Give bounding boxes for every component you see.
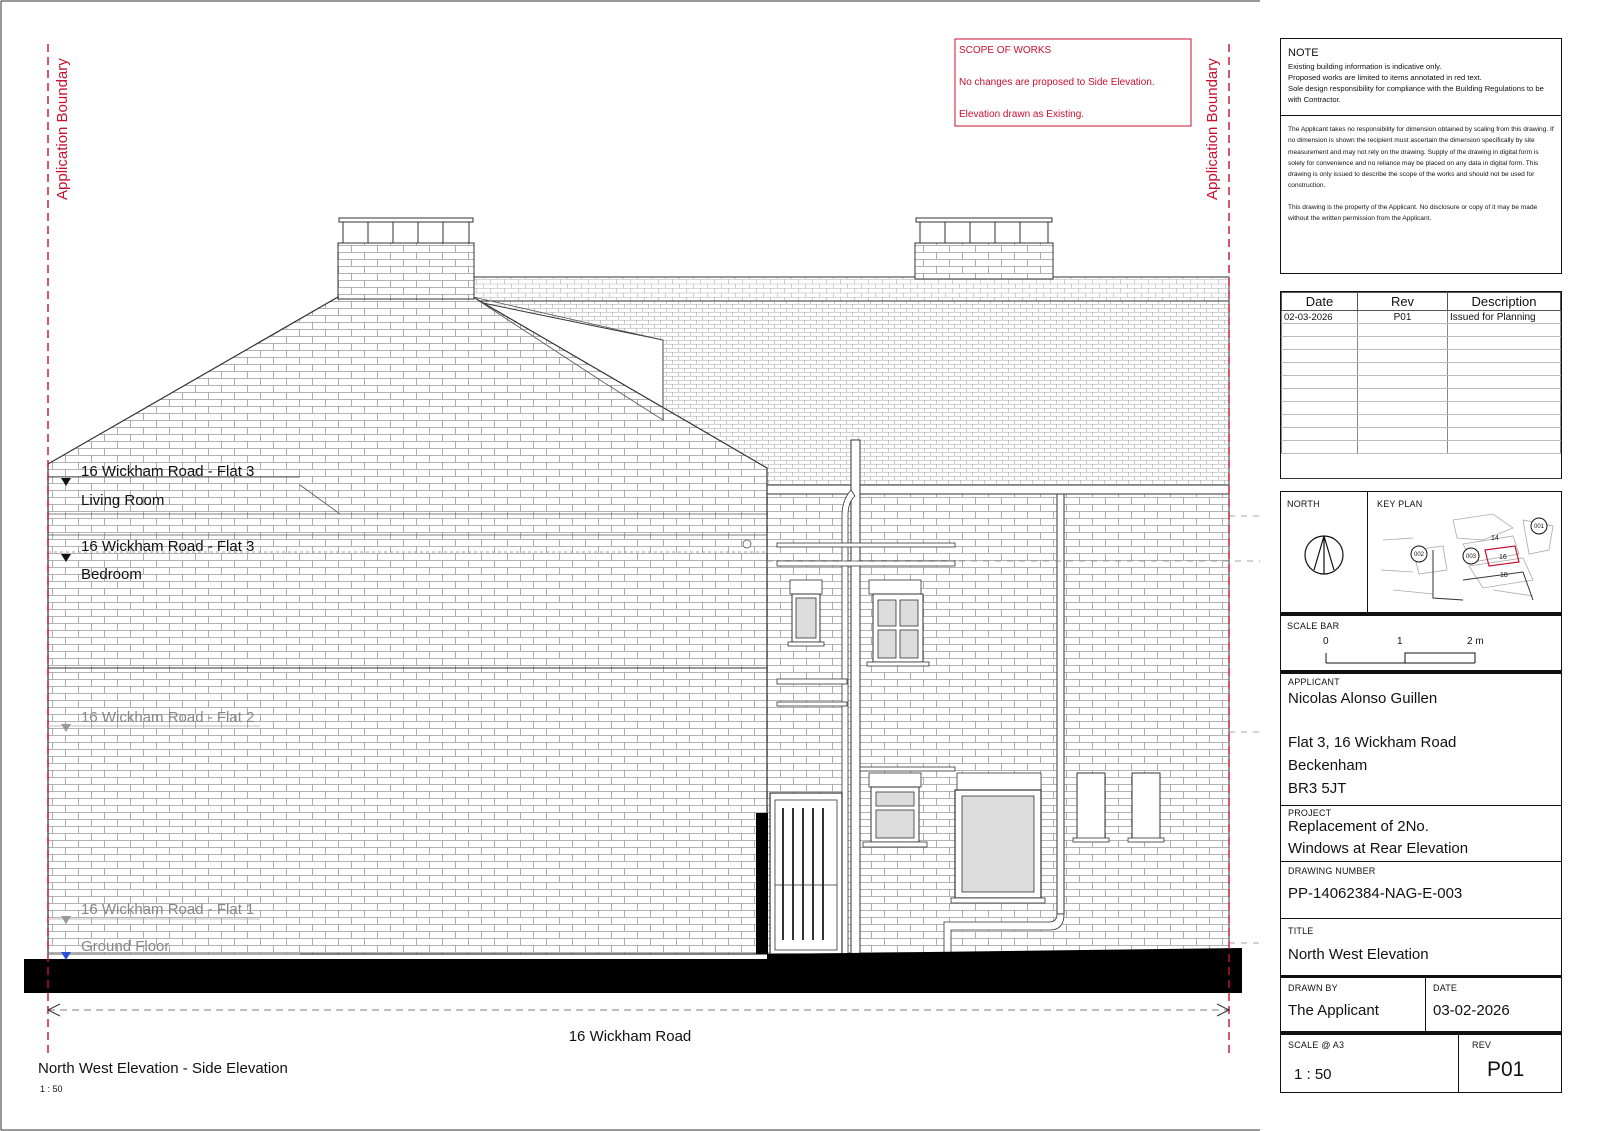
scope-line-1: No changes are proposed to Side Elevation. <box>959 77 1155 88</box>
main-gable-wall <box>48 297 767 954</box>
marker-label: 002 <box>1413 552 1425 558</box>
revision-table <box>1280 291 1562 479</box>
key-plan-number: 14 <box>1491 535 1499 542</box>
drawing-number-panel <box>1280 861 1562 919</box>
left-chimney <box>338 243 474 299</box>
scope-title: SCOPE OF WORKS <box>959 45 1052 56</box>
scale-tick: 0 <box>1323 636 1329 647</box>
scope-line-2: Elevation drawn as Existing. <box>959 109 1085 120</box>
rear-wing-eaves <box>767 485 1229 494</box>
key-plan-number: 16 <box>1499 554 1507 561</box>
applicant-panel <box>1280 671 1562 806</box>
narrow-opening-2 <box>1132 773 1160 839</box>
key-plan-map <box>1373 510 1559 610</box>
project-panel <box>1280 805 1562 862</box>
rev-header-date: Date <box>1282 293 1358 311</box>
scale-rev-panel <box>1280 1032 1562 1093</box>
drawing-number-value: PP-14062384-NAG-E-003 <box>1288 885 1463 902</box>
level-name: 16 Wickham Road - Flat 1 <box>81 901 255 918</box>
downpipe <box>851 440 860 954</box>
applicant-label: APPLICANT <box>1288 677 1340 687</box>
rev-header-description: Description <box>1448 293 1561 311</box>
note-disclaimer: The Applicant takes no responsibility for dimension obtained by scaling from this drawing. If no dimension is shown the recipient must ascertain the dimension specifically by site measurement and may not rely on the drawing. Supply of the drawing in digital form is solely for convenience and no reliance may be placed on any data in digital form. This drawing is only issued to describe the scope of the works and should not be used for construction. <box>1288 126 1554 190</box>
scale-tick: 1 <box>1397 636 1403 647</box>
scale-tick: 2 m <box>1467 636 1484 647</box>
scale-bar-panel <box>1280 613 1562 671</box>
title-value: North West Elevation <box>1288 946 1429 963</box>
level-name: Ground Floor <box>81 938 170 955</box>
drawn-by-date-panel <box>1280 975 1562 1032</box>
note-property: This drawing is the property of the Applicant. No disclosure or copy of it may be made without the written permission from the Applicant. <box>1288 203 1538 223</box>
view-scale: 1 : 50 <box>40 1084 63 1094</box>
date-value: 03-02-2026 <box>1433 1002 1510 1019</box>
address-line: BR3 5JT <box>1288 780 1347 797</box>
note-panel <box>1280 38 1562 274</box>
scale-bar-label: SCALE BAR <box>1287 621 1340 631</box>
rev-label: REV <box>1472 1040 1492 1050</box>
level-room: Living Room <box>81 492 165 509</box>
table-row <box>1282 311 1561 324</box>
project-label: PROJECT <box>1288 808 1332 818</box>
key-plan-number: 18 <box>1500 572 1508 579</box>
applicant-name: Nicolas Alonso Guillen <box>1288 690 1438 707</box>
right-chimney <box>915 243 1053 279</box>
level-name: 16 Wickham Road - Flat 3 <box>81 538 255 555</box>
left-boundary-label: Application Boundary <box>54 58 71 200</box>
north-keyplan-panel <box>1280 491 1562 613</box>
narrow-opening-1 <box>1077 773 1105 839</box>
view-title: North West Elevation - Side Elevation <box>38 1060 288 1077</box>
scale-label: SCALE @ A3 <box>1288 1040 1345 1050</box>
marker-label: 001 <box>1533 524 1545 530</box>
scale-value: 1 : 50 <box>1294 1066 1332 1083</box>
project-line: Windows at Rear Elevation <box>1288 840 1469 857</box>
north-arrow-icon <box>1301 532 1347 578</box>
drawn-by-label: DRAWN BY <box>1288 983 1338 993</box>
marker-label: 003 <box>1465 554 1477 560</box>
rev-date: 02-03-2026 <box>1282 311 1358 324</box>
note-title: NOTE <box>1288 47 1319 59</box>
dimension-label: 16 Wickham Road <box>568 1028 692 1045</box>
rev-value: P01 <box>1487 1058 1525 1081</box>
overall-dimension <box>48 1004 1229 1045</box>
ground-line <box>24 959 1242 993</box>
rev-description: Issued for Planning <box>1448 311 1561 324</box>
note-line: Existing building information is indicative only. <box>1288 62 1442 71</box>
address-line: Beckenham <box>1288 757 1368 774</box>
level-room: Bedroom <box>81 566 142 583</box>
right-boundary-label: Application Boundary <box>1204 58 1221 200</box>
roof-ridge-band <box>468 277 1229 301</box>
level-name: 16 Wickham Road - Flat 2 <box>81 709 255 726</box>
address-line: Flat 3, 16 Wickham Road <box>1288 734 1457 751</box>
note-line: Sole design responsibility for compliance with the Building Regulations to be with Contractor. <box>1288 84 1544 104</box>
title-panel <box>1280 918 1562 976</box>
project-line: Replacement of 2No. <box>1288 818 1429 835</box>
rev-header-rev: Rev <box>1358 293 1448 311</box>
left-chimney-pots <box>343 221 469 243</box>
scale-bar-graphic <box>1325 650 1485 664</box>
drawn-by-value: The Applicant <box>1288 1002 1379 1019</box>
drawing-number-label: DRAWING NUMBER <box>1288 866 1376 876</box>
right-chimney-pots <box>920 221 1048 243</box>
title-label: TITLE <box>1288 926 1314 936</box>
key-plan-label: KEY PLAN <box>1377 499 1423 509</box>
rev-code: P01 <box>1358 311 1448 324</box>
date-label: DATE <box>1433 983 1458 993</box>
level-name: 16 Wickham Road - Flat 3 <box>81 463 255 480</box>
note-line: Proposed works are limited to items annotated in red text. <box>1288 73 1482 82</box>
north-label: NORTH <box>1287 499 1320 509</box>
